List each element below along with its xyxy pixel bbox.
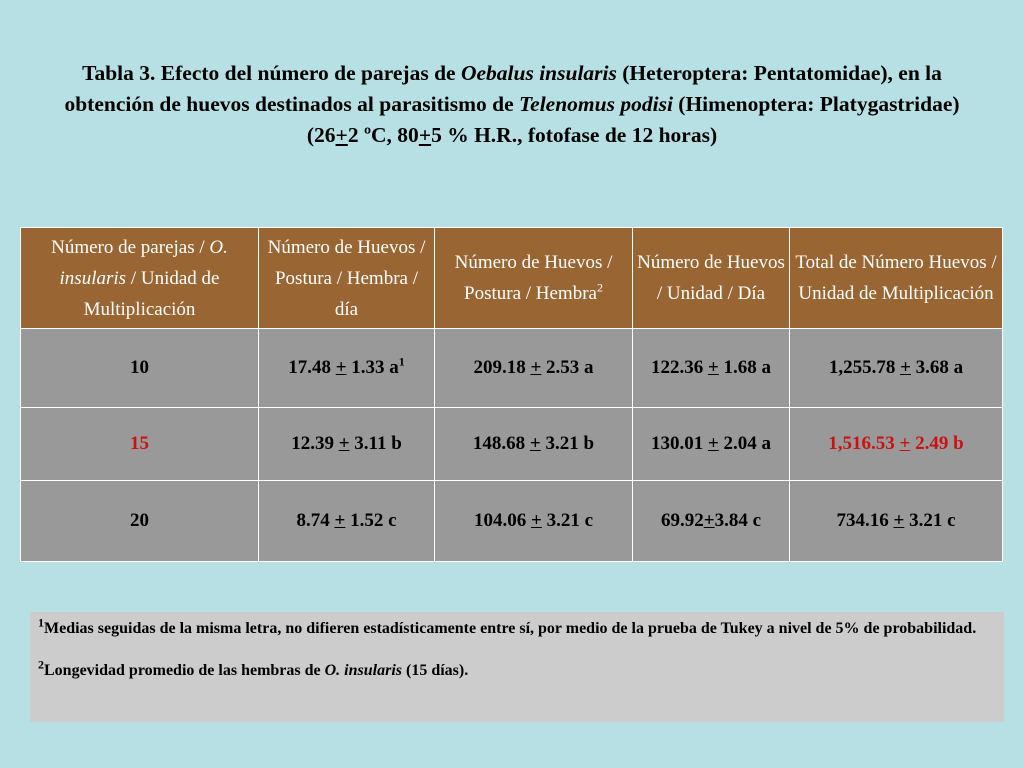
header-huevos-postura-hembra: Número de Huevos / Postura / Hembra$^2$: [435, 228, 633, 329]
cell-parejas: 15: [21, 408, 259, 481]
table-row: [21, 481, 1003, 562]
title-text: (Heteroptera: Pentatomidae), en la obtención de huevos destinados al parasitismo de: [64, 61, 942, 116]
data-table: [20, 227, 1003, 562]
cell-huevos-dia: 8.74 + 1.52 c: [259, 481, 435, 562]
title-text: Tabla 3. Efecto del número de parejas de: [82, 61, 461, 85]
title-text: 5 % H.R., fotofase de 12 horas): [431, 123, 718, 147]
cell-huevos-dia: 17.48 + 1.33 $a^1$: [259, 329, 435, 408]
title-species-oebalus: Oebalus insularis: [460, 61, 617, 85]
table-row: [21, 329, 1003, 408]
footnotes-box: [30, 612, 1004, 722]
header-huevos-unidad-dia: Número de Huevos / Unidad / Día: [633, 228, 790, 329]
plus-minus-sign: +: [418, 123, 432, 147]
footnote-2: $^2$Longevidad promedio de las hembras de O. insularis (15 días).: [38, 657, 469, 679]
plus-minus-sign: +: [335, 123, 348, 147]
cell-huevos-hembra: 148.68 + 3.21 b: [435, 408, 633, 481]
cell-huevos-unidad: 69.92+3.84 c: [633, 481, 790, 562]
header-row: [21, 228, 1003, 329]
cell-huevos-unidad: 122.36 + 1.68 a: [633, 329, 790, 408]
table-row: [21, 408, 1003, 481]
title-species-telenomus: Telenomus podisi: [519, 92, 673, 116]
cell-parejas: 10: [21, 329, 259, 408]
cell-total: 1,255.78 + 3.68 a: [790, 329, 1003, 408]
cell-huevos-hembra: 104.06 + 3.21 c: [435, 481, 633, 562]
title-text: 2 ºC, 80: [347, 123, 419, 147]
header-total-huevos: Total de Número Huevos / Unidad de Multiplicación: [790, 228, 1003, 329]
cell-total: 734.16 + 3.21 c: [790, 481, 1003, 562]
cell-total: 1,516.53 + 2.49 b: [790, 408, 1003, 481]
cell-huevos-dia: 12.39 + 3.11 b: [259, 408, 435, 481]
cell-huevos-hembra: 209.18 + 2.53 a: [435, 329, 633, 408]
cell-parejas: 20: [21, 481, 259, 562]
header-huevos-postura-dia: Número de Huevos / Postura / Hembra / día: [259, 228, 435, 329]
header-parejas: Número de parejas / O. insularis / Unidad de Multiplicación: [21, 228, 259, 329]
footnote-1: $^1$Medias seguidas de la misma letra, no difieren estadísticamente entre sí, por medio de la prueba de Tukey a nivel de 5% de probabilidad.: [38, 615, 977, 637]
title-text: (Himenoptera: Platygastridae) (26: [306, 92, 960, 147]
cell-huevos-unidad: 130.01 + 2.04 a: [633, 408, 790, 481]
table-title: [60, 58, 964, 151]
